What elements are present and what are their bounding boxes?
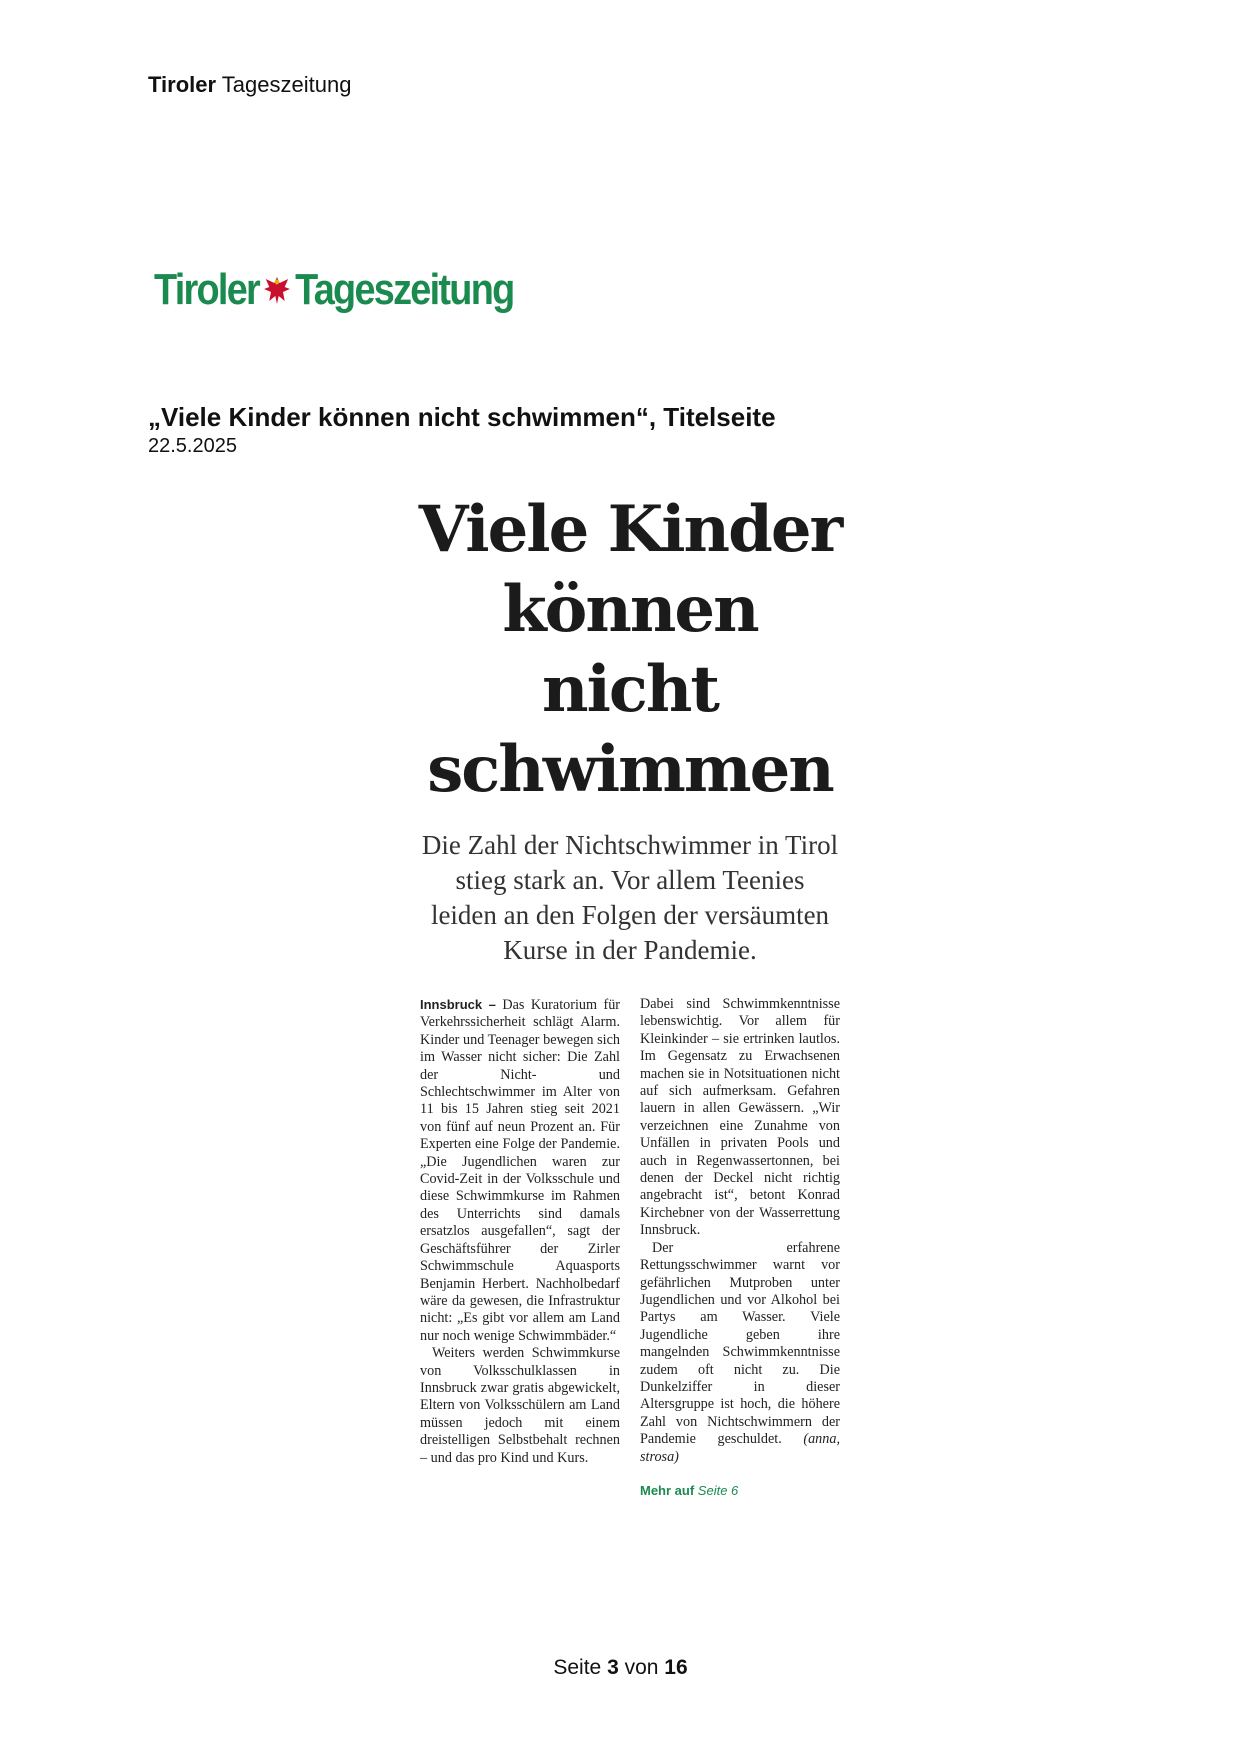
article-dateline: Innsbruck – (420, 997, 496, 1012)
footer-total-pages: 16 (664, 1656, 688, 1679)
article-paragraph (420, 996, 620, 1345)
article-column-2 (640, 996, 840, 1499)
header-brand-regular: Tageszeitung (221, 72, 352, 97)
article-paragraph (640, 1240, 840, 1466)
header-brand (148, 72, 351, 98)
tyrolean-eagle-icon (262, 273, 291, 307)
newspaper-clipping (420, 490, 840, 1499)
article-headline: Viele Kinder können nicht schwimmen (418, 492, 842, 807)
article-text: Das Kuratorium für Verkehrssicherheit schlägt Alarm. Kinder und Teenager bewegen sich im Wasser nicht sicher: Die Zahl der Nicht- und Schlechtschwimmer im Alter von 11 bis 15 Jahren stieg seit 2021 von fünf auf neun Prozent an. Für Experten eine Folge der Pandemie. „Die Jugendlichen waren zur Covid-Zeit in der Volksschule und diese Schwimmkurse im Rahmen des Unterrichts sind damals ersatzlos ausgefallen“, sagt der Geschäftsführer der Zirler Schwimmschule Aquasports Benjamin Herbert. Nachholbedarf wäre da gewesen, die Infrastruktur nicht: „Es gibt vor allem am Land nur noch wenige Schwimmbäder.“ (420, 997, 621, 1344)
footer-middle: von (624, 1656, 659, 1679)
document-title: „Viele Kinder können nicht schwimmen“, Titelseite (148, 402, 776, 432)
newspaper-logo (154, 262, 513, 318)
document-date: 22.5.2025 (148, 435, 237, 457)
footer-prefix: Seite (553, 1656, 602, 1679)
more-link (640, 1482, 840, 1499)
article-column-1 (420, 996, 620, 1499)
footer-current-page: 3 (607, 1656, 619, 1679)
article-text: Der erfahrene Rettungsschwimmer warnt vor gefährlichen Mutproben unter Jugendlichen und vor Alkohol bei Partys am Wasser. Viele Jugendliche geben ihre mangelnden Schwimmkenntnisse zudem oft nicht zu. Die Dunkelziffer in dieser Altersgruppe ist hoch, die höhere Zahl von Nichtschwimmern der Pandemie geschuldet. (640, 1239, 840, 1448)
article-subhead: Die Zahl der Nichtschwimmer in Tirol stieg stark an. Vor allem Teenies leiden an den Folgen der versäumten Kurse in der Pandemie. (421, 830, 839, 965)
page-footer (0, 1656, 1241, 1680)
logo-text-part2: Tageszeitung (295, 265, 514, 314)
article-paragraph: Dabei sind Schwimmkenntnisse lebenswichtig. Vor allem für Kleinkinder – sie ertrinken lautlos. Im Gegensatz zu Erwachsenen machen sie in Notsituationen nicht auf sich aufmerksam. Gefahren lauern in allen Gewässern. „Wir verzeichnen eine Zunahme von Unfällen in privaten Pools und auch in Regenwassertonnen, bei denen der Deckel nicht richtig angebracht ist“, betont Konrad Kirchebner von der Wasserrettung Innsbruck. (640, 996, 840, 1239)
article-credit: (anna, strosa) (640, 1431, 841, 1465)
header-brand-bold: Tiroler (148, 72, 217, 97)
article-paragraph: Weiters werden Schwimmkurse von Volksschulklassen in Innsbruck zwar gratis abgewickelt, Eltern von Volksschülern am Land müssen jedoch mit einem dreistelligen Selbstbehalt rechnen – und das pro Kind und Kurs. (420, 1345, 620, 1466)
logo-text-part1: Tiroler (154, 265, 260, 314)
more-page: Seite 6 (697, 1482, 739, 1498)
more-label: Mehr auf (640, 1482, 695, 1498)
article-columns (420, 996, 840, 1499)
